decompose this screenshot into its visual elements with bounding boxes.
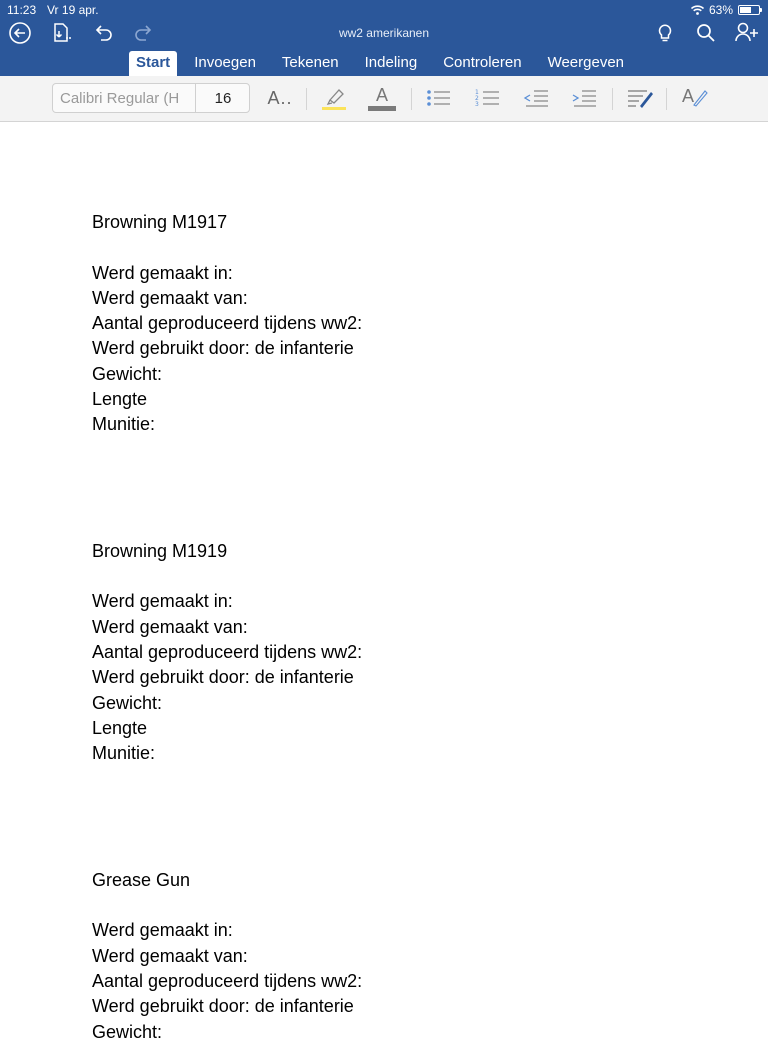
field-line[interactable]: Werd gemaakt van: — [92, 616, 248, 637]
tab-controleren[interactable]: Controleren — [443, 54, 522, 71]
empty-line[interactable] — [92, 438, 362, 463]
field-line[interactable]: Aantal geproduceerd tijdens ww2: — [92, 642, 363, 663]
decrease-indent-button[interactable] — [520, 84, 552, 112]
bullet-list-icon — [424, 87, 452, 109]
empty-line[interactable] — [92, 792, 362, 817]
ribbon-tabs — [129, 51, 637, 76]
field-line[interactable]: Werd gemaakt van: — [92, 287, 248, 308]
font-options-button[interactable] — [264, 84, 296, 112]
font-name-field[interactable]: Calibri Regular (H — [60, 90, 180, 107]
status-time: 11:23 — [7, 3, 37, 17]
field-line[interactable]: Aantal geproduceerd tijdens ww2: — [92, 970, 363, 991]
tab-invoegen[interactable]: Invoegen — [194, 54, 256, 71]
styles-pen-icon — [625, 86, 655, 110]
clear-formatting-button[interactable] — [678, 84, 712, 112]
section-heading[interactable]: Browning M1919 — [92, 540, 228, 561]
empty-line[interactable] — [92, 564, 362, 589]
empty-line[interactable] — [92, 767, 362, 792]
battery-icon — [738, 5, 760, 15]
section — [92, 539, 362, 868]
battery-fill — [740, 7, 751, 13]
brush-icon — [680, 86, 710, 110]
numbered-list-icon — [473, 87, 501, 109]
empty-line[interactable] — [92, 235, 362, 260]
section — [92, 210, 362, 539]
field-line[interactable]: Aantal geproduceerd tijdens ww2: — [92, 313, 363, 334]
font-options-label: A.. — [267, 87, 293, 108]
field-line[interactable]: Werd gemaakt van: — [92, 945, 248, 966]
field-line[interactable]: Lengte — [92, 389, 148, 410]
font-size-field[interactable]: 16 — [214, 90, 232, 107]
section-heading[interactable]: Browning M1917 — [92, 212, 228, 232]
tab-weergeven[interactable]: Weergeven — [547, 54, 625, 71]
tab-tekenen[interactable]: Tekenen — [281, 54, 339, 71]
section — [92, 868, 362, 1045]
ribbon-toolbar — [0, 76, 768, 122]
search-icon — [695, 22, 717, 44]
document-body[interactable] — [92, 210, 362, 1045]
ribbon-divider — [411, 88, 412, 110]
svg-text:1: 1 — [475, 89, 479, 96]
styles-button[interactable] — [623, 84, 657, 112]
tell-me-button[interactable] — [652, 20, 678, 46]
field-line[interactable]: Werd gebruikt door: de infanterie — [92, 667, 354, 688]
field-line[interactable]: Gewicht: — [92, 1021, 163, 1042]
decrease-indent-icon — [522, 87, 550, 109]
font-color-label: A — [375, 84, 388, 105]
clear-format-label: A — [682, 86, 695, 106]
highlighter-icon — [319, 84, 349, 112]
tab-start[interactable]: Start — [129, 51, 177, 76]
ribbon-divider — [666, 88, 667, 110]
ribbon-divider — [306, 88, 307, 110]
highlight-button[interactable] — [316, 84, 352, 112]
search-button[interactable] — [693, 20, 719, 46]
field-line[interactable]: Munitie: — [92, 414, 156, 435]
field-line[interactable]: Lengte — [92, 717, 148, 738]
status-right — [691, 3, 760, 17]
tab-indeling[interactable]: Indeling — [364, 54, 418, 71]
battery-percent: 63% — [708, 3, 733, 17]
field-line[interactable]: Werd gemaakt in: — [92, 920, 233, 941]
empty-line[interactable] — [92, 488, 362, 513]
field-line[interactable]: Werd gebruikt door: de infanterie — [92, 996, 354, 1017]
document-title: ww2 amerikanen — [338, 26, 430, 40]
lightbulb-icon — [654, 22, 676, 44]
wifi-icon — [691, 5, 704, 15]
bullet-list-button[interactable] — [422, 84, 454, 112]
empty-line[interactable] — [92, 817, 362, 842]
font-color-button[interactable] — [364, 84, 400, 112]
field-line[interactable]: Werd gemaakt in: — [92, 262, 233, 283]
svg-text:2: 2 — [475, 95, 479, 102]
status-bar — [0, 0, 768, 20]
status-date: Vr 19 apr. — [47, 3, 99, 17]
section-heading[interactable]: Grease Gun — [92, 869, 191, 890]
empty-line[interactable] — [92, 893, 362, 918]
font-picker[interactable] — [52, 83, 250, 113]
field-line[interactable]: Werd gebruikt door: de infanterie — [92, 338, 354, 359]
empty-line[interactable] — [92, 514, 362, 539]
share-button[interactable] — [734, 20, 760, 46]
document-page[interactable] — [0, 122, 768, 1042]
svg-text:3: 3 — [475, 101, 479, 108]
title-bar — [0, 0, 768, 76]
increase-indent-icon — [570, 87, 598, 109]
numbered-list-button[interactable] — [471, 84, 503, 112]
increase-indent-button[interactable] — [568, 84, 600, 112]
field-line[interactable]: Munitie: — [92, 743, 156, 764]
empty-line[interactable] — [92, 842, 362, 867]
font-color-swatch — [368, 106, 396, 111]
field-line[interactable]: Gewicht: — [92, 692, 163, 713]
field-line[interactable]: Gewicht: — [92, 363, 163, 384]
field-line[interactable]: Werd gemaakt in: — [92, 591, 233, 612]
ribbon-divider — [612, 88, 613, 110]
empty-line[interactable] — [92, 463, 362, 488]
add-person-icon — [734, 21, 760, 45]
